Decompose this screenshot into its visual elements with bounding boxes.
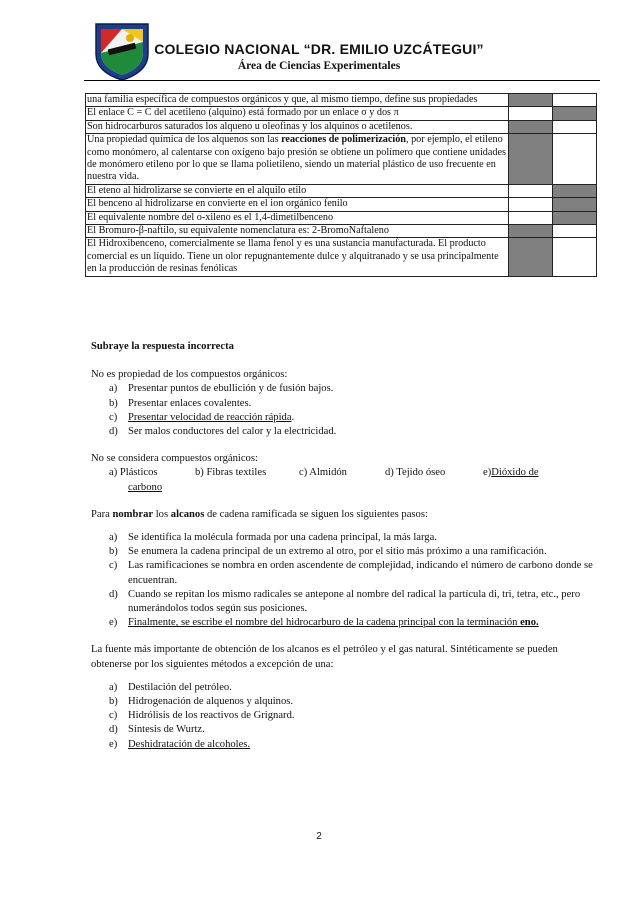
table-row [86, 94, 597, 107]
page-number: 2 [316, 831, 322, 842]
inline-options [91, 466, 599, 480]
list-item[interactable]: a) Destilación del petróleo. [109, 681, 232, 693]
list-item[interactable]: a) Se identifica la molécula formada por una cadena principal, la más larga. [109, 532, 437, 544]
answer-cell[interactable] [553, 238, 597, 276]
answer-cell[interactable] [553, 134, 597, 185]
option-c[interactable]: c) Almidón [299, 467, 347, 479]
shaded-cell [509, 238, 553, 276]
statement-cell: El benceno al hidrolizarse en convierte en el ion orgánico fenilo [86, 198, 509, 211]
area-subtitle: Área de Ciencias Experimentales [237, 60, 401, 72]
shaded-cell [509, 94, 553, 107]
answer-cell[interactable] [509, 107, 553, 120]
option-list [91, 382, 599, 439]
answer-cell[interactable] [553, 94, 597, 107]
statement-cell: El enlace C = C del acetileno (alquino) está formado por un enlace σ y dos π [86, 107, 509, 120]
statement-cell: El Hidroxibenceno, comercialmente se llama fenol y es una sustancia manufacturada. El producto comercial es un líquido. Tiene un olor repugnantemente dulce y alquitranado y se usa principalmente en la producción de resinas fenólicas [86, 238, 509, 276]
section-title: Subraye la respuesta incorrecta [91, 341, 234, 352]
option-b[interactable]: b) Fibras textiles [195, 467, 267, 479]
table-row [86, 134, 597, 185]
shaded-cell [553, 198, 597, 211]
list-item[interactable]: e) Deshidratación de alcoholes. [109, 738, 251, 750]
table-row [86, 120, 597, 133]
statement-cell: El eteno al hidrolizarse se convierte en el alquilo etilo [86, 184, 509, 197]
table-row [86, 225, 597, 238]
option-list [91, 681, 599, 752]
list-item[interactable]: e) Finalmente, se escribe el nombre del hidrocarburo de la cadena principal con la terminación eno. [109, 617, 539, 629]
table-row [86, 238, 597, 276]
statement-cell: Una propiedad química de los alquenos son las reacciones de polimerización, por ejemplo, el etileno como monómero, al calentarse con oxígeno bajo presión se obtiene un polímero que contiene unidades de monómero etileno por lo que se llama polietileno, siendo un material plástico de uso frecuente en nuestra vida. [86, 134, 509, 185]
shaded-cell [509, 120, 553, 133]
answer-cell[interactable] [509, 198, 553, 211]
list-item[interactable]: d) Ser malos conductores del calor y la electricidad. [109, 426, 337, 438]
list-item[interactable]: d) Síntesis de Wurtz. [109, 724, 205, 736]
list-item[interactable]: b) Se enumera la cadena principal de un extremo al otro, por el sitio más próximo a una ramificación. [109, 546, 547, 558]
list-item[interactable]: c) Las ramificaciones se nombra en orden ascendente de complejidad, indicando el número de carbono donde se encuentran. [109, 560, 593, 586]
true-false-table [85, 93, 597, 277]
answer-cell[interactable] [553, 225, 597, 238]
statement-cell: El equivalente nombre del o-xileno es el 1,4-dimetilbenceno [86, 211, 509, 224]
header-divider [84, 80, 600, 81]
table-row [86, 107, 597, 120]
option-list [91, 531, 599, 630]
table-row [86, 211, 597, 224]
statement-cell: una familia específica de compuestos orgánicos y que, al mismo tiempo, define sus propiedades [86, 94, 509, 107]
list-item[interactable]: c) Hidrólisis de los reactivos de Grignard. [109, 710, 295, 722]
question-stem: No es propiedad de los compuestos orgánicos: [91, 369, 288, 381]
list-item[interactable]: a) Presentar puntos de ebullición y de fusión bajos. [109, 383, 334, 395]
shaded-cell [553, 107, 597, 120]
shaded-cell [509, 225, 553, 238]
option-e-continued: carbono [128, 481, 163, 493]
list-item[interactable]: b) Presentar enlaces covalentes. [109, 397, 252, 409]
list-item[interactable]: c) Presentar velocidad de reacción rápida. [109, 411, 295, 423]
question-stem: Para nombrar los alcanos de cadena ramificada se siguen los siguientes pasos: [91, 508, 428, 520]
list-item[interactable]: d) Cuando se repitan los mismo radicales se antepone al nombre del radical la partícula di, tri, tetra, etc., pero numerándolos todos según sus posiciones. [109, 588, 581, 615]
question-stem: No se considera compuestos orgánicos: [91, 453, 258, 465]
answer-cell[interactable] [509, 211, 553, 224]
questions-section [91, 340, 599, 752]
school-name: COLEGIO NACIONAL “DR. EMILIO UZCÁTEGUI” [154, 41, 484, 57]
list-item[interactable]: b) Hidrogenación de alquenos y alquinos. [109, 696, 294, 708]
option-e[interactable]: e)Dióxido de [483, 467, 539, 479]
statement-cell: El Bromuro-β-naftilo, su equivalente nomenclatura es: 2-BromoNaftaleno [86, 225, 509, 238]
statement-cell: Son hidrocarburos saturados los alqueno u oleofinas y los alquinos o acetilenos. [86, 120, 509, 133]
table-row [86, 184, 597, 197]
answer-cell[interactable] [509, 184, 553, 197]
shaded-cell [509, 134, 553, 185]
option-d[interactable]: d) Tejido óseo [385, 467, 446, 479]
question-stem: La fuente más importante de obtención de los alcanos es el petróleo y el gas natural. Sintéticamente se pueden obtenerse por los siguientes métodos a excepción de una: [91, 644, 558, 670]
shaded-cell [553, 211, 597, 224]
shaded-cell [553, 184, 597, 197]
answer-cell[interactable] [553, 120, 597, 133]
table-row [86, 198, 597, 211]
option-a[interactable]: a) Plásticos [109, 467, 158, 479]
